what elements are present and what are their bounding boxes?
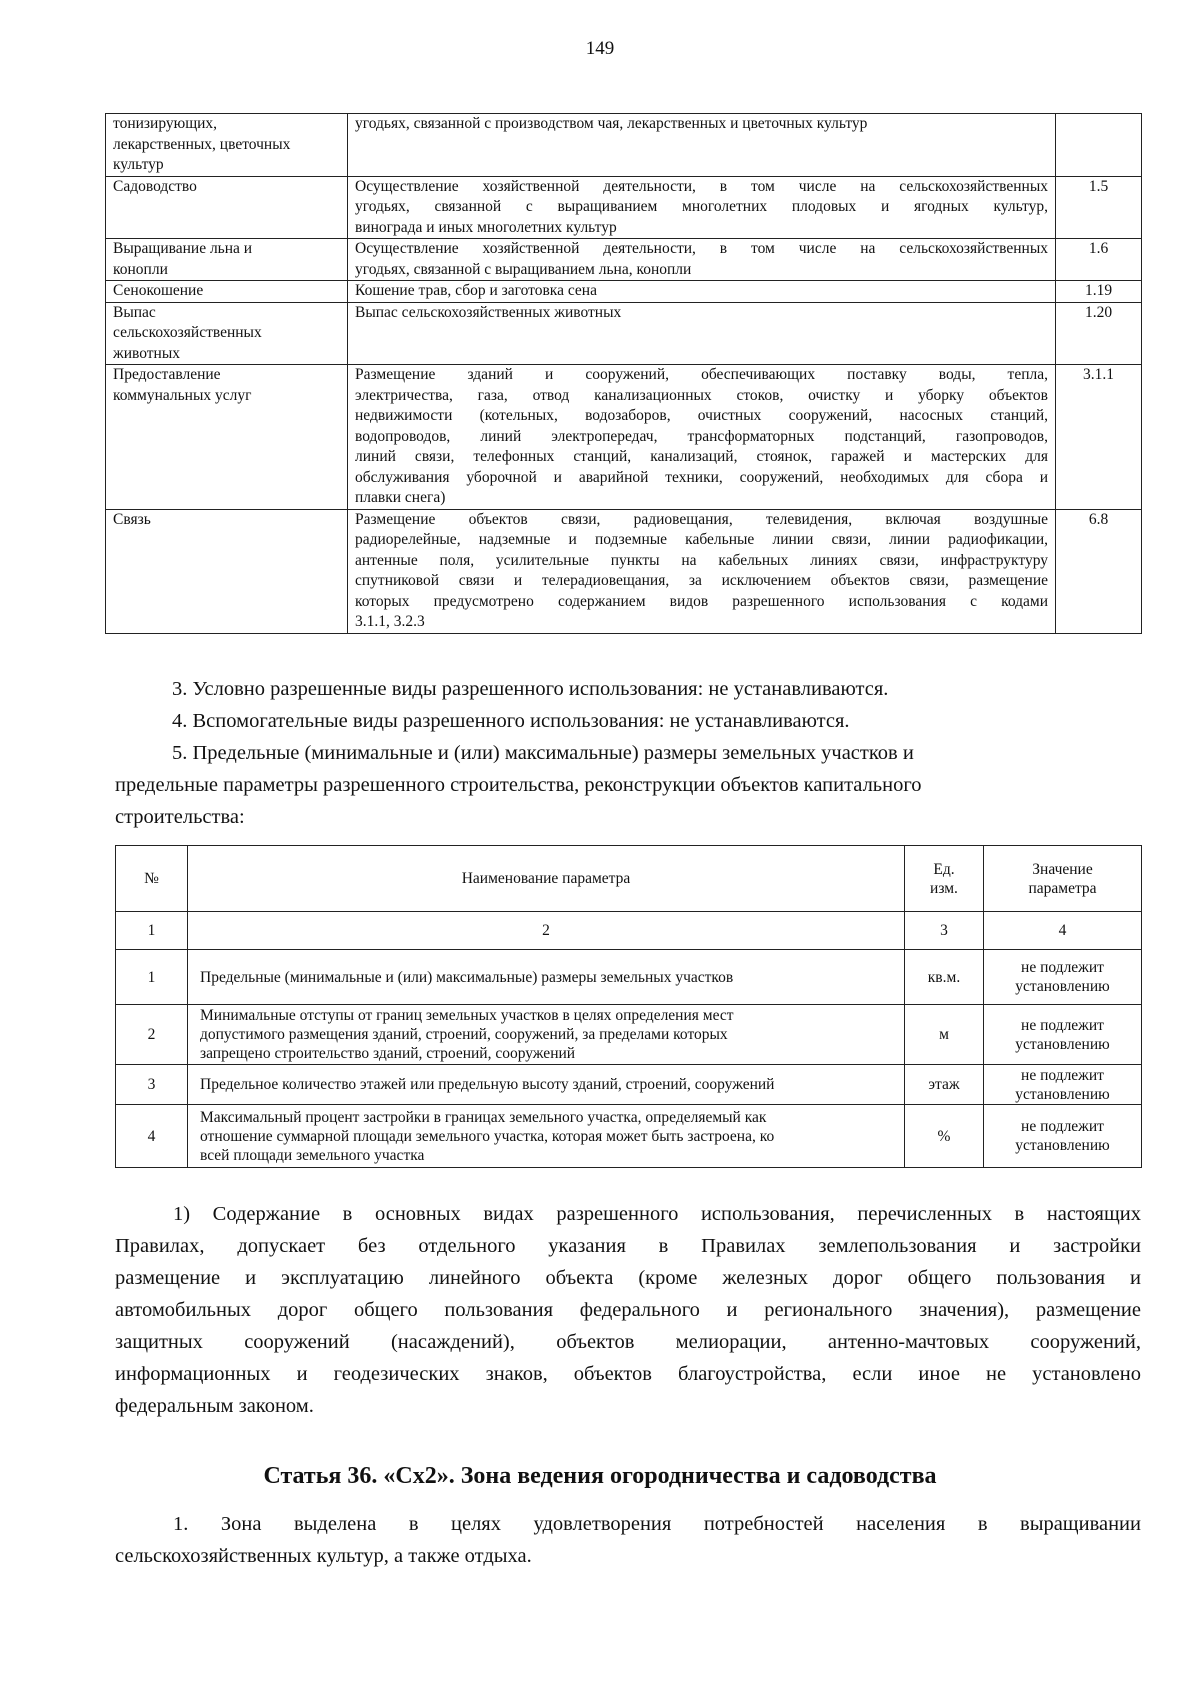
footnote-line: федеральным законом. [115, 1395, 314, 1417]
parameter-number: 2 [116, 1005, 188, 1065]
use-description-line: винограда и иных многолетних культур [355, 218, 617, 236]
table-row [106, 365, 1142, 510]
use-name-line: Выпас [113, 303, 156, 321]
header-unit-line: изм. [930, 879, 958, 897]
use-name-line: Выращивание льна и [113, 240, 253, 257]
use-description-line: обслуживания уборочной и аварийной техники, сооружений, необходимых для сбора и [355, 468, 1048, 486]
use-description-line: угодьях, связанной с выращиванием льна, конопли [355, 260, 692, 278]
table-row [106, 176, 1142, 239]
column-number: 2 [188, 912, 905, 950]
use-name-cell [106, 509, 348, 633]
use-description-line: плавки снега) [355, 489, 446, 506]
use-description-line: недвижимости (котельных, водозаборов, очистных сооружений, насосных станций, [355, 407, 1048, 424]
parameter-name [188, 950, 905, 1005]
use-description-line: антенные поля, усилительные пункты на кабельных линиях связи, инфраструктуру [355, 551, 1048, 569]
use-code-cell: 1.5 [1056, 176, 1142, 239]
footnote-line: информационных и геодезических знаков, объектов благоустройства, если иное не установлено [115, 1363, 1141, 1385]
use-name-line: Садоводство [113, 177, 197, 195]
parameter-value-line: установлению [1015, 1085, 1110, 1103]
footnote-line: Правилах, допускает без отдельного указания в Правилах землепользования и застройки [115, 1235, 1141, 1257]
table-row [106, 114, 1142, 177]
table-row [116, 1065, 1142, 1105]
use-description-line: Выпас сельскохозяйственных животных [355, 303, 622, 321]
use-description-cell [348, 281, 1056, 303]
use-name-line: Сенокошение [113, 282, 204, 299]
footnote-line: защитных сооружений (насаждений), объектов мелиорации, антенно-мачтовых сооружений, [115, 1331, 1141, 1353]
parameter-name-line: Максимальный процент застройки в границах земельного участка, определяемый как [200, 1108, 767, 1126]
use-name-cell [106, 176, 348, 239]
use-description-cell [348, 509, 1056, 633]
use-description-cell [348, 114, 1056, 177]
use-name-cell [106, 281, 348, 303]
footnote-line: автомобильных дорог общего пользования федерального и регионального значения), размещение [115, 1299, 1141, 1321]
use-description-line: Осуществление хозяйственной деятельности, в том числе на сельскохозяйственных [355, 177, 1048, 195]
header-unit-line: Ед. [933, 860, 955, 878]
use-name-cell [106, 365, 348, 510]
use-description-cell [348, 302, 1056, 365]
item-5-line-3: строительства: [115, 806, 245, 828]
use-description-line: которых предусмотрено содержанием видов разрешенного использования с кодами [355, 592, 1048, 610]
use-name-line: Предоставление [113, 366, 221, 383]
use-name-line: конопли [113, 260, 168, 278]
parameter-number: 4 [116, 1105, 188, 1168]
use-description-line: Размещение объектов связи, радиовещания, телевидения, включая воздушные [355, 510, 1048, 528]
table-row [106, 509, 1142, 633]
use-description-line: угодьях, связанной с выращиванием многолетних плодовых и ягодных культур, [355, 198, 1048, 215]
use-name-line: животных [113, 344, 180, 362]
use-description-line: линий связи, телефонных станций, канализаций, стоянок, гаражей и мастерских для [355, 448, 1048, 465]
use-name-line: коммунальных услуг [113, 386, 252, 404]
parameter-name-line: всей площади земельного участка [200, 1146, 425, 1164]
item-3: 3. Условно разрешенные виды разрешенного использования: не устанавливаются. [172, 678, 889, 700]
parameters-table-body [116, 846, 1142, 1168]
parameter-unit: этаж [905, 1065, 984, 1105]
table-header-row [116, 846, 1142, 912]
use-code-cell [1056, 114, 1142, 177]
parameter-value-line: установлению [1015, 1137, 1110, 1154]
item-5-line-1: 5. Предельные (минимальные и (или) максимальные) размеры земельных участков и [172, 742, 914, 764]
parameter-value-line: не подлежит [1021, 959, 1104, 976]
column-number: 1 [116, 912, 188, 950]
parameter-value [984, 1105, 1142, 1168]
use-description-cell [348, 365, 1056, 510]
article-heading: Статья 36. «Сх2». Зона ведения огородничества и садоводства [263, 1463, 937, 1489]
parameter-unit: кв.м. [905, 950, 984, 1005]
use-name-cell [106, 239, 348, 281]
parameter-unit: м [905, 1005, 984, 1065]
use-description-line: водопроводов, линий электропередач, трансформаторных подстанций, газопроводов, [355, 427, 1048, 445]
use-code-cell: 3.1.1 [1056, 365, 1142, 510]
parameter-unit: % [905, 1105, 984, 1168]
use-name-line: сельскохозяйственных [113, 324, 262, 341]
table-row [106, 302, 1142, 365]
column-numbering-row [116, 912, 1142, 950]
parameter-name-line: запрещено строительство зданий, строений, сооружений [200, 1045, 576, 1062]
parameter-name-line: отношение суммарной площади земельного участка, которая может быть застроена, ко [200, 1127, 775, 1145]
use-description-line: Кошение трав, сбор и заготовка сена [355, 282, 597, 299]
parameter-name [188, 1005, 905, 1065]
parameter-value-line: не подлежит [1021, 1016, 1104, 1034]
use-description-line: электричества, газа, отвод канализационных стоков, очистку и уборку объектов [355, 386, 1048, 404]
use-name-line: тонизирующих, [113, 115, 218, 132]
article-paragraph-line-2: сельскохозяйственных культур, а также отдыха. [115, 1545, 532, 1567]
use-description-line: Осуществление хозяйственной деятельности, в том числе на сельскохозяйственных [355, 240, 1048, 257]
use-name-line: культур [113, 156, 164, 173]
table-row [106, 281, 1142, 303]
parameter-name-line: Минимальные отступы от границ земельных участков в целях определения мест [200, 1007, 734, 1024]
use-name-cell [106, 114, 348, 177]
use-code-cell: 6.8 [1056, 509, 1142, 633]
header-unit [905, 846, 984, 912]
use-name-line: лекарственных, цветочных [113, 135, 291, 153]
footnote-line: 1) Содержание в основных видах разрешенного использования, перечисленных в настоящих [173, 1203, 1141, 1225]
table-row [116, 950, 1142, 1005]
parameter-name [188, 1065, 905, 1105]
parameter-value-line: не подлежит [1021, 1118, 1104, 1135]
page-number: 149 [585, 38, 615, 59]
header-number: № [116, 846, 188, 912]
use-description-line: Размещение зданий и сооружений, обеспечивающих поставку воды, тепла, [355, 366, 1048, 383]
parameter-name [188, 1105, 905, 1168]
parameter-value [984, 1005, 1142, 1065]
table-row [116, 1105, 1142, 1168]
use-name-line: Связь [113, 510, 151, 528]
use-description-line: угодьях, связанной с производством чая, лекарственных и цветочных культур [355, 115, 868, 132]
use-code-cell: 1.20 [1056, 302, 1142, 365]
parameter-name-line: Предельные (минимальные и (или) максимальные) размеры земельных участков [200, 968, 734, 986]
parameter-number: 1 [116, 950, 188, 1005]
land-use-table-body [106, 114, 1142, 634]
parameter-value [984, 950, 1142, 1005]
use-code-cell: 1.6 [1056, 239, 1142, 281]
footnote-line: размещение и эксплуатацию линейного объекта (кроме железных дорог общего пользования и [115, 1267, 1141, 1289]
header-value-line: Значение [1032, 860, 1093, 878]
item-4: 4. Вспомогательные виды разрешенного использования: не устанавливаются. [172, 710, 850, 732]
parameter-value [984, 1065, 1142, 1105]
use-description-cell [348, 239, 1056, 281]
use-code-cell: 1.19 [1056, 281, 1142, 303]
parameter-value-line: установлению [1015, 1035, 1110, 1053]
parameters-table [115, 845, 1142, 1168]
use-description-line: спутниковой связи и телерадиовещания, за исключением объектов связи, размещение [355, 572, 1048, 589]
column-number: 4 [984, 912, 1142, 950]
parameter-name-line: допустимого размещения зданий, строений, сооружений, за пределами которых [200, 1026, 728, 1043]
header-parameter-name: Наименование параметра [188, 846, 905, 912]
header-value [984, 846, 1142, 912]
parameter-value-line: установлению [1015, 978, 1110, 995]
use-description-line: 3.1.1, 3.2.3 [355, 613, 425, 630]
article-paragraph-line-1: 1. Зона выделена в целях удовлетворения потребностей населения в выращивании [173, 1513, 1141, 1535]
parameter-name-line: Предельное количество этажей или предельную высоту зданий, строений, сооружений [200, 1076, 775, 1093]
use-description-cell [348, 176, 1056, 239]
column-number: 3 [905, 912, 984, 950]
parameter-number: 3 [116, 1065, 188, 1105]
use-description-line: радиорелейные, надземные и подземные кабельные линии связи, линии радиофикации, [355, 531, 1048, 548]
use-name-cell [106, 302, 348, 365]
parameter-value-line: не подлежит [1021, 1066, 1104, 1084]
table-row [116, 1005, 1142, 1065]
table-row [106, 239, 1142, 281]
header-value-line: параметра [1028, 879, 1097, 897]
land-use-table [105, 113, 1142, 634]
item-5-line-2: предельные параметры разрешенного строительства, реконструкции объектов капитального [115, 774, 922, 796]
